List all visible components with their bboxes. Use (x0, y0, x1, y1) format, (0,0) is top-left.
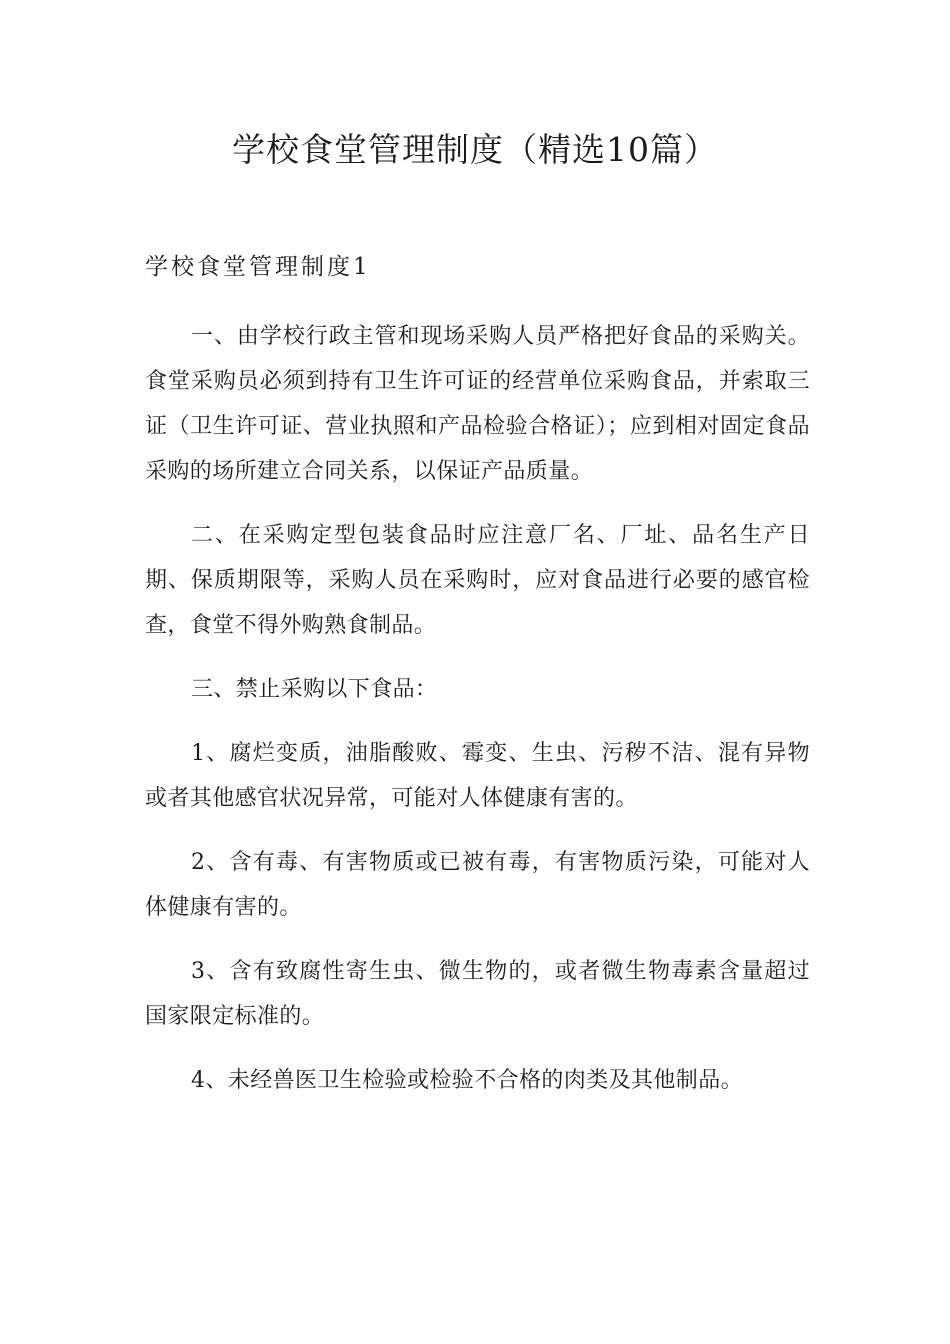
paragraph-6: 3、含有致腐性寄生虫、微生物的，或者微生物毒素含量超过国家限定标准的。 (145, 959, 810, 1029)
paragraph-4: 1、腐烂变质，油脂酸败、霉变、生虫、污秽不洁、混有异物或者其他感官状况异常，可能对人体健康有害的。 (145, 741, 810, 811)
document-title: 学校食堂管理制度（精选10篇） (232, 130, 718, 169)
section-heading: 学校食堂管理制度1 (145, 254, 371, 280)
paragraph-1: 一、由学校行政主管和现场采购人员严格把好食品的采购关。食堂采购员必须到持有卫生许可证的经营单位采购食品，并索取三证（卫生许可证、营业执照和产品检验合格证）；应到相对固定食品采购的场所建立合同关系，以保证产品质量。 (145, 324, 810, 484)
paragraph-7: 4、未经兽医卫生检验或检验不合格的肉类及其他制品。 (191, 1068, 743, 1093)
document-body (145, 314, 810, 1122)
paragraph-5: 2、含有毒、有害物质或已被有毒，有害物质污染，可能对人体健康有害的。 (145, 850, 810, 920)
paragraph-3: 三、禁止采购以下食品： (191, 677, 438, 702)
paragraph-2: 二、在采购定型包装食品时应注意厂名、厂址、品名生产日期、保质期限等，采购人员在采购时，应对食品进行必要的感官检查，食堂不得外购熟食制品。 (145, 523, 810, 638)
